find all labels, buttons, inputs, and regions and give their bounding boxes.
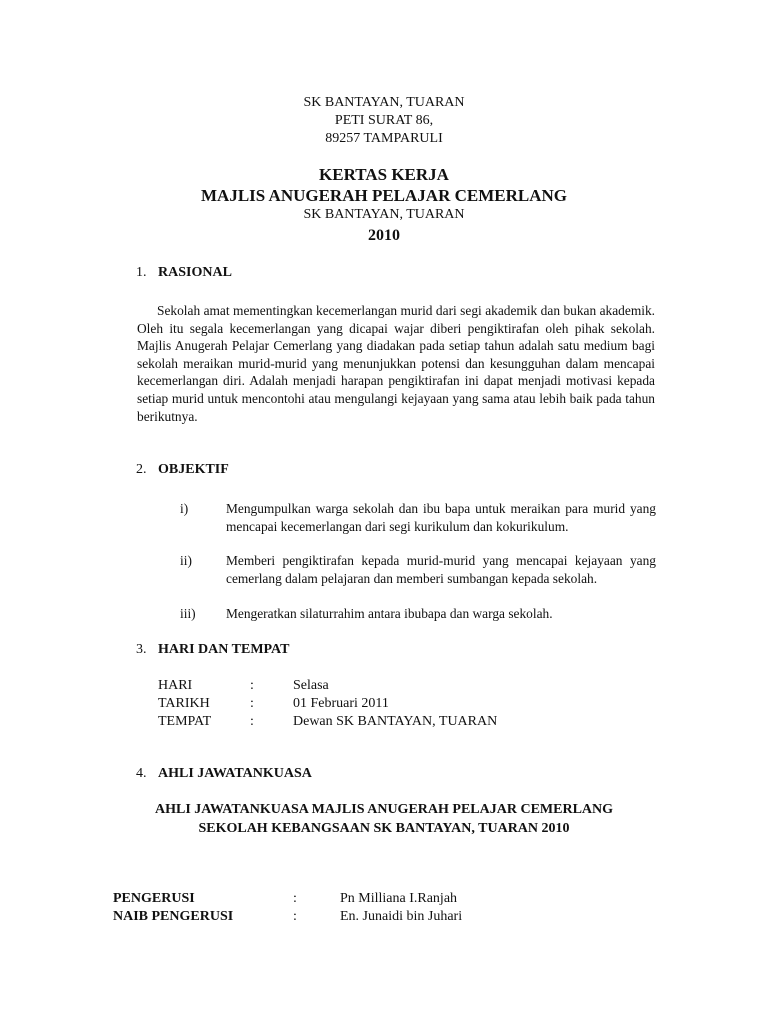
committee-heading-1: AHLI JAWATANKUASA MAJLIS ANUGERAH PELAJAR CEMERLANG bbox=[154, 802, 614, 817]
role-vice-chairman: NAIB PENGERUSI bbox=[113, 909, 234, 924]
section-label: RASIONAL bbox=[158, 265, 232, 280]
section-3-heading bbox=[136, 642, 289, 658]
vice-chairman-name: En. Junaidi bin Juhari bbox=[340, 909, 463, 924]
objective-text: Mengeratkan silaturrahim antara ibubapa dan warga sekolah. bbox=[226, 606, 553, 621]
day-value: Selasa bbox=[293, 678, 329, 693]
section-number: 1. bbox=[136, 265, 147, 280]
date-value: 01 Februari 2011 bbox=[293, 696, 389, 711]
po-box: PETI SURAT 86, bbox=[334, 113, 434, 128]
title-year: 2010 bbox=[368, 227, 400, 244]
section-label: AHLI JAWATANKUASA bbox=[158, 766, 312, 781]
section-1-heading bbox=[136, 265, 232, 281]
rasional-paragraph: Sekolah amat mementingkan kecemerlangan murid dari segi akademik dan bukan akademik. Oleh itu segala kecemerlangan yang dicapai wajar diberi pengiktirafan oleh pihak sekolah. Majlis Anugerah Pelajar Cemerlang yang diadakan pada setiap tahun adalah satu medium bagi sekolah meraikan murid-murid yang menunjukkan potensi dan kesungguhan dalam mencapai kecemerlangan diri. Adalah menjadi harapan pengiktirafan ini dapat menjadi motivasi kepada setiap murid untuk mencontohi atau mengulangi kejayaan yang sama atau lebih baik pada tahun berikutnya. bbox=[137, 303, 655, 424]
section-2-heading bbox=[136, 462, 229, 478]
objective-numeral: i) bbox=[180, 501, 189, 516]
venue-value: Dewan SK BANTAYAN, TUARAN bbox=[293, 714, 498, 729]
objective-text: Mengumpulkan warga sekolah dan ibu bapa untuk meraikan para murid yang mencapai kecemerlangan dari segi kurikulum dan kokurikulum. bbox=[226, 501, 656, 534]
venue-sep: : bbox=[250, 714, 254, 729]
school-name: SK BANTAYAN, TUARAN bbox=[303, 95, 465, 110]
section-label: OBJEKTIF bbox=[158, 462, 229, 477]
role-chairman: PENGERUSI bbox=[113, 891, 195, 906]
committee-heading-2: SEKOLAH KEBANGSAAN SK BANTAYAN, TUARAN 2010 bbox=[198, 821, 570, 836]
title-line3: SK BANTAYAN, TUARAN bbox=[303, 207, 465, 222]
section-number: 2. bbox=[136, 462, 147, 477]
objective-text: Memberi pengiktirafan kepada murid-murid yang mencapai kejayaan yang cemerlang dalam pelajaran dan memberi sumbangan kepada sekolah. bbox=[226, 553, 656, 586]
title-line1: KERTAS KERJA bbox=[319, 165, 449, 184]
date-sep: : bbox=[250, 696, 254, 711]
day-sep: : bbox=[250, 678, 254, 693]
postcode-city: 89257 TAMPARULI bbox=[325, 131, 443, 146]
section-number: 4. bbox=[136, 766, 147, 781]
section-number: 3. bbox=[136, 642, 147, 657]
role-sep: : bbox=[293, 909, 297, 924]
title-line2: MAJLIS ANUGERAH PELAJAR CEMERLANG bbox=[201, 186, 567, 205]
section-4-heading bbox=[136, 766, 312, 782]
objective-numeral: iii) bbox=[180, 606, 196, 621]
objective-numeral: ii) bbox=[180, 553, 192, 568]
venue-key: TEMPAT bbox=[158, 714, 212, 729]
section-label: HARI DAN TEMPAT bbox=[158, 642, 290, 657]
chairman-name: Pn Milliana I.Ranjah bbox=[340, 891, 458, 906]
day-key: HARI bbox=[158, 678, 193, 693]
date-key: TARIKH bbox=[158, 696, 210, 711]
role-sep: : bbox=[293, 891, 297, 906]
